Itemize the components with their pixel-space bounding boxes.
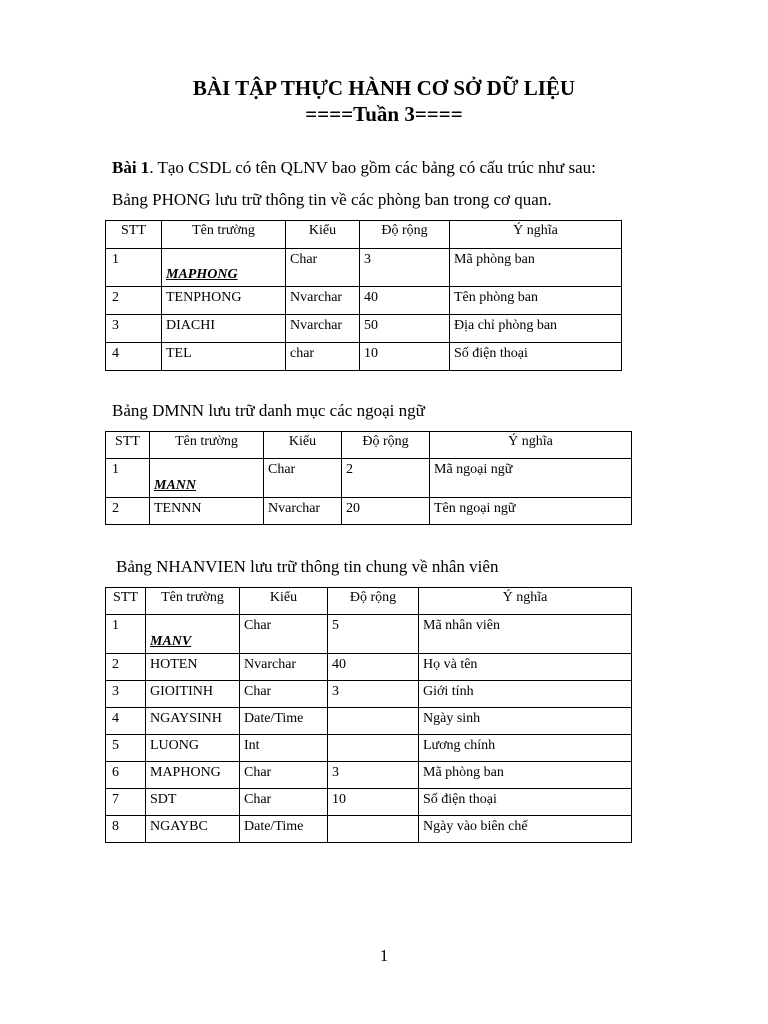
header-stt: STT [106,221,162,249]
exercise-label: Bài 1 [112,158,150,177]
table-phong-caption: Bảng PHONG lưu trữ thông tin về các phòng ban trong cơ quan. [112,190,552,209]
table-nhanvien [105,587,632,843]
header-type: Kiểu [286,221,360,249]
cell-stt: 7 [106,789,146,816]
cell-width: 20 [342,498,430,525]
header-meaning: Ý nghĩa [450,221,622,249]
cell-meaning: Mã nhân viên [419,615,632,654]
table-row [106,343,622,371]
cell-stt: 2 [106,654,146,681]
cell-width: 10 [328,789,419,816]
cell-meaning: Mã phòng ban [419,762,632,789]
cell-width: 10 [360,343,450,371]
cell-meaning: Số điện thoại [419,789,632,816]
cell-stt: 1 [106,249,162,287]
table-header-row [106,221,622,249]
table-row [106,315,622,343]
cell-type: Char [240,681,328,708]
cell-type: Int [240,735,328,762]
cell-width: 2 [342,459,430,498]
cell-field-name-primary-key: MANV [146,615,240,654]
cell-field-name: TEL [162,343,286,371]
cell-width: 3 [328,681,419,708]
cell-width: 5 [328,615,419,654]
table-row [106,287,622,315]
cell-meaning: Ngày sinh [419,708,632,735]
cell-meaning: Mã phòng ban [450,249,622,287]
header-stt: STT [106,588,146,615]
table-row [106,816,632,843]
page-number: 1 [379,946,389,965]
cell-stt: 2 [106,498,150,525]
header-width: Độ rộng [342,432,430,459]
header-field-name: Tên trường [162,221,286,249]
cell-meaning: Mã ngoại ngữ [430,459,632,498]
header-field-name: Tên trường [150,432,264,459]
exercise-intro [112,157,596,179]
table-header-row [106,432,632,459]
cell-width [328,816,419,843]
cell-width: 50 [360,315,450,343]
header-type: Kiểu [264,432,342,459]
cell-field-name: LUONG [146,735,240,762]
table-row [106,735,632,762]
table-row [106,249,622,287]
table-phong [105,220,622,371]
cell-stt: 2 [106,287,162,315]
cell-stt: 1 [106,459,150,498]
table-dmnn [105,431,632,525]
exercise-text: . Tạo CSDL có tên QLNV bao gồm các bảng có cấu trúc như sau: [149,158,596,177]
cell-meaning: Lương chính [419,735,632,762]
cell-type: Char [240,762,328,789]
cell-type: Nvarchar [264,498,342,525]
cell-stt: 4 [106,708,146,735]
cell-meaning: Tên ngoại ngữ [430,498,632,525]
cell-field-name: NGAYSINH [146,708,240,735]
cell-type: Date/Time [240,708,328,735]
cell-field-name-primary-key: MAPHONG [162,249,286,287]
cell-field-name: MAPHONG [146,762,240,789]
document-subtitle: ====Tuần 3==== [305,102,463,126]
cell-type: Char [240,789,328,816]
cell-stt: 6 [106,762,146,789]
cell-meaning: Địa chỉ phòng ban [450,315,622,343]
table-row [106,789,632,816]
cell-meaning: Ngày vào biên chế [419,816,632,843]
header-width: Độ rộng [360,221,450,249]
cell-meaning: Số điện thoại [450,343,622,371]
cell-field-name: HOTEN [146,654,240,681]
cell-field-name: TENPHONG [162,287,286,315]
cell-meaning: Giới tính [419,681,632,708]
header-meaning: Ý nghĩa [419,588,632,615]
cell-field-name: SDT [146,789,240,816]
table-row [106,615,632,654]
table-row [106,654,632,681]
cell-type: Date/Time [240,816,328,843]
header-meaning: Ý nghĩa [430,432,632,459]
cell-width: 40 [360,287,450,315]
cell-width [328,735,419,762]
cell-stt: 8 [106,816,146,843]
cell-field-name: TENNN [150,498,264,525]
cell-type: Char [286,249,360,287]
cell-field-name-primary-key: MANN [150,459,264,498]
table-row [106,459,632,498]
table-dmnn-caption: Bảng DMNN lưu trữ danh mục các ngoại ngữ [112,401,425,420]
cell-width [328,708,419,735]
cell-width: 3 [328,762,419,789]
cell-field-name: DIACHI [162,315,286,343]
header-width: Độ rộng [328,588,419,615]
cell-type: Nvarchar [240,654,328,681]
cell-stt: 3 [106,681,146,708]
document-title: BÀI TẬP THỰC HÀNH CƠ SỞ DỮ LIỆU [192,76,576,100]
cell-width: 40 [328,654,419,681]
cell-type: Char [264,459,342,498]
table-row [106,681,632,708]
cell-field-name: NGAYBC [146,816,240,843]
cell-type: Nvarchar [286,287,360,315]
cell-meaning: Họ và tên [419,654,632,681]
cell-stt: 4 [106,343,162,371]
cell-type: char [286,343,360,371]
cell-meaning: Tên phòng ban [450,287,622,315]
cell-field-name: GIOITINH [146,681,240,708]
table-row [106,708,632,735]
cell-stt: 1 [106,615,146,654]
table-row [106,498,632,525]
cell-stt: 3 [106,315,162,343]
table-row [106,762,632,789]
header-type: Kiểu [240,588,328,615]
header-stt: STT [106,432,150,459]
cell-type: Char [240,615,328,654]
table-nhanvien-caption: Bảng NHANVIEN lưu trữ thông tin chung về nhân viên [116,557,499,576]
cell-stt: 5 [106,735,146,762]
header-field-name: Tên trường [146,588,240,615]
table-header-row [106,588,632,615]
cell-type: Nvarchar [286,315,360,343]
cell-width: 3 [360,249,450,287]
